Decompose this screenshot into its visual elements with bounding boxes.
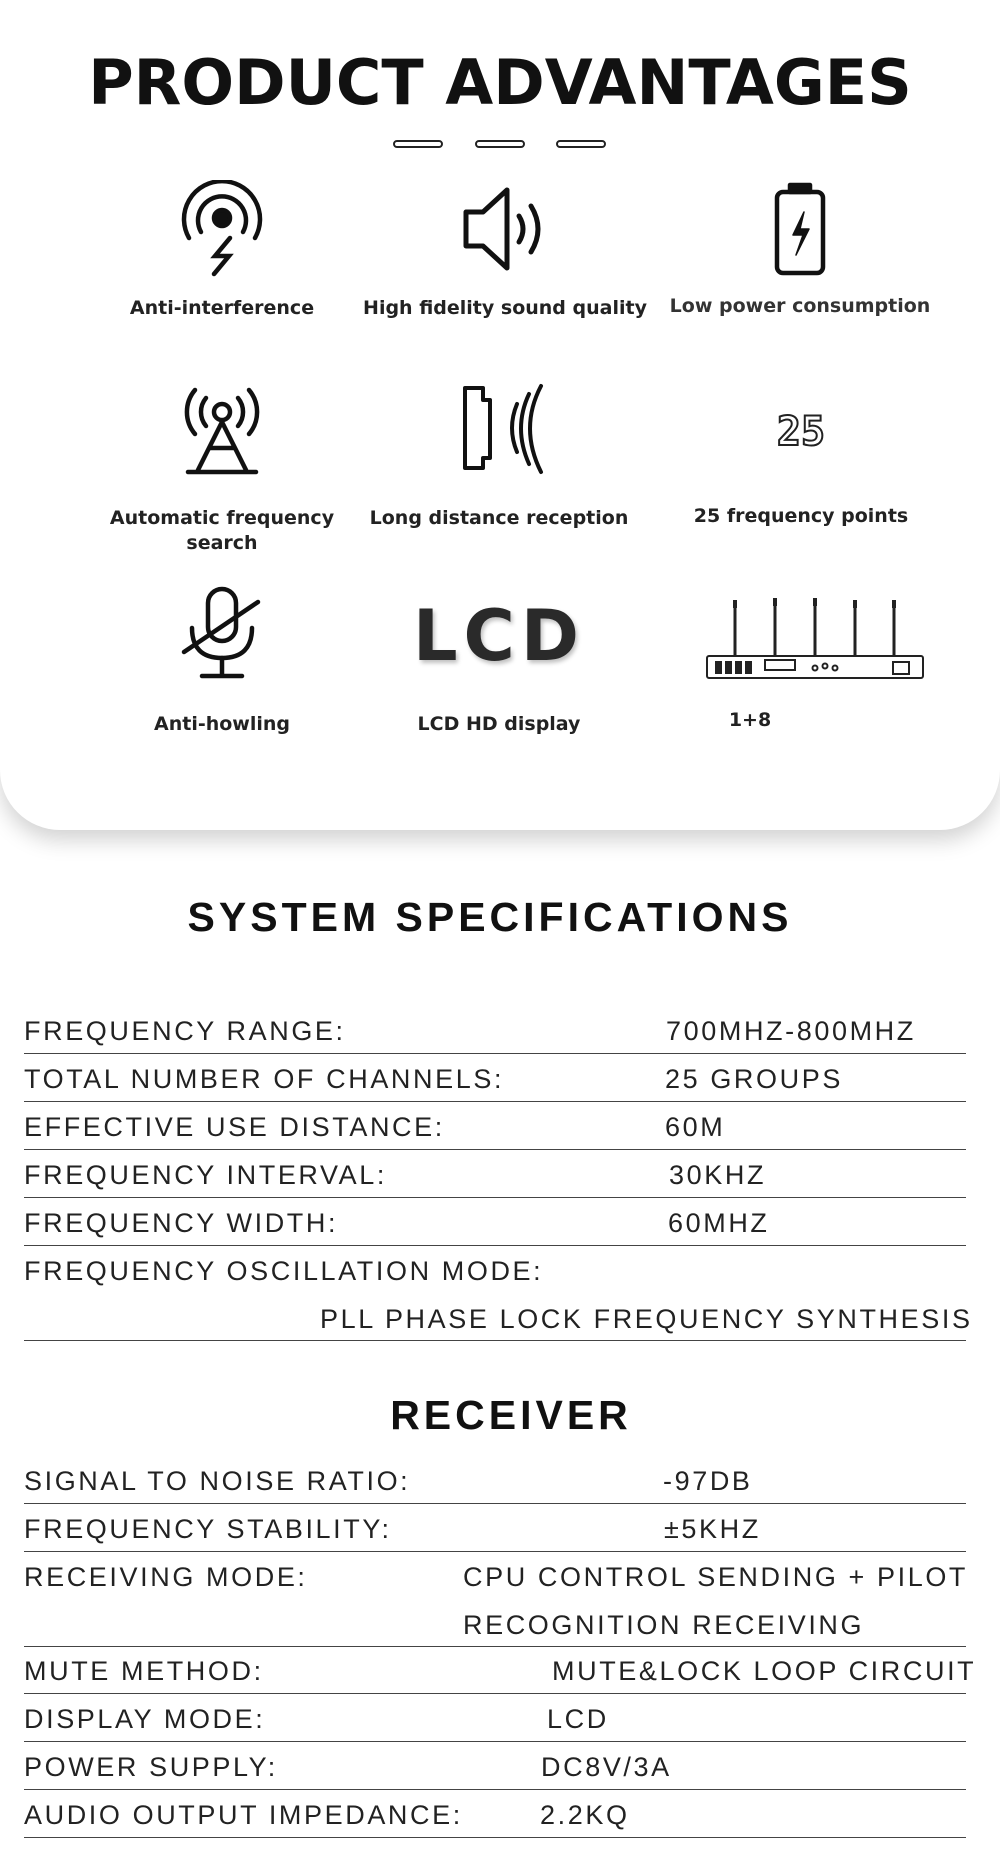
feature-label: High fidelity sound quality — [363, 297, 647, 319]
feature-label: 25 frequency points — [693, 505, 909, 527]
digit-display-icon — [651, 382, 951, 482]
spec-row — [24, 1456, 966, 1504]
divider-dash — [475, 140, 525, 148]
lcd-glyph: LCD — [412, 595, 586, 677]
spec-row — [24, 1198, 966, 1246]
feature-label: 1+8 — [728, 709, 772, 731]
spec-row — [24, 1504, 966, 1552]
spec-value: 700MHZ-800MHZ — [666, 1016, 916, 1046]
spec-key: AUDIO OUTPUT IMPEDANCE: — [24, 1800, 463, 1830]
spec-key: EFFECTIVE USE DISTANCE: — [24, 1112, 445, 1142]
spec-value: MUTE&LOCK LOOP CIRCUIT — [552, 1656, 977, 1686]
spec-key: TOTAL NUMBER OF CHANNELS: — [24, 1064, 505, 1094]
digit-display-glyph: 25 — [776, 409, 826, 455]
spec-key: MUTE METHOD: — [24, 1656, 264, 1686]
wireless-range-icon — [349, 382, 649, 482]
spec-value: ±5KHZ — [664, 1514, 761, 1544]
spec-key: DISPLAY MODE: — [24, 1704, 266, 1734]
spec-row — [24, 1552, 969, 1647]
spec-key: FREQUENCY INTERVAL: — [24, 1160, 387, 1190]
spec-key: FREQUENCY OSCILLATION MODE: — [24, 1256, 544, 1286]
spec-key: SIGNAL TO NOISE RATIO: — [24, 1466, 411, 1496]
spec-key: POWER SUPPLY: — [24, 1752, 278, 1782]
spec-value: PLL PHASE LOCK FREQUENCY SYNTHESIS — [320, 1304, 973, 1334]
spec-value-continued: RECOGNITION RECEIVING — [463, 1610, 865, 1640]
divider-dash — [556, 140, 606, 148]
spec-row — [24, 1054, 966, 1102]
spec-key: FREQUENCY STABILITY: — [24, 1514, 392, 1544]
spec-row — [24, 1246, 973, 1341]
speaker-icon — [355, 180, 655, 280]
spec-key: FREQUENCY WIDTH: — [24, 1208, 339, 1238]
spec-row — [24, 1742, 966, 1790]
spec-row — [24, 1646, 977, 1694]
feature-label: Automatic frequency search — [109, 507, 335, 554]
spec-row — [24, 1006, 966, 1054]
divider-dash — [393, 140, 443, 148]
feature-label: Long distance reception — [369, 507, 629, 529]
lcd-icon — [349, 586, 649, 686]
feature-label: Anti-howling — [154, 713, 290, 735]
spec-row — [24, 1790, 966, 1838]
receiver-unit-icon — [665, 586, 965, 686]
spec-value: 60MHZ — [668, 1208, 770, 1238]
feature-label: Low power consumption — [669, 295, 931, 317]
spec-value: -97DB — [663, 1466, 753, 1496]
battery-icon — [650, 180, 950, 280]
spec-row — [24, 1694, 966, 1742]
feature-label: LCD HD display — [417, 713, 581, 735]
spec-value: LCD — [547, 1704, 609, 1734]
system-specs-title: SYSTEM SPECIFICATIONS — [187, 894, 793, 940]
signal-bolt-icon — [72, 180, 372, 280]
spec-value: 60M — [665, 1112, 726, 1142]
spec-row — [24, 1102, 966, 1150]
spec-value: 25 GROUPS — [665, 1064, 843, 1094]
spec-value: 30KHZ — [669, 1160, 767, 1190]
spec-value: CPU CONTROL SENDING + PILOT — [463, 1562, 969, 1592]
spec-key: FREQUENCY RANGE: — [24, 1016, 346, 1046]
spec-row — [24, 1150, 966, 1198]
spec-value: 2.2KQ — [540, 1800, 630, 1830]
antenna-tower-icon — [72, 382, 372, 482]
advantages-title: PRODUCT ADVANTAGES — [88, 46, 912, 119]
microphone-off-icon — [72, 586, 372, 686]
receiver-title: RECEIVER — [390, 1392, 632, 1438]
feature-label: Anti-interference — [129, 297, 315, 319]
advantages-card — [0, 0, 1000, 830]
spec-key: RECEIVING MODE: — [24, 1562, 308, 1592]
title-divider — [393, 140, 608, 152]
spec-value: DC8V/3A — [541, 1752, 672, 1782]
